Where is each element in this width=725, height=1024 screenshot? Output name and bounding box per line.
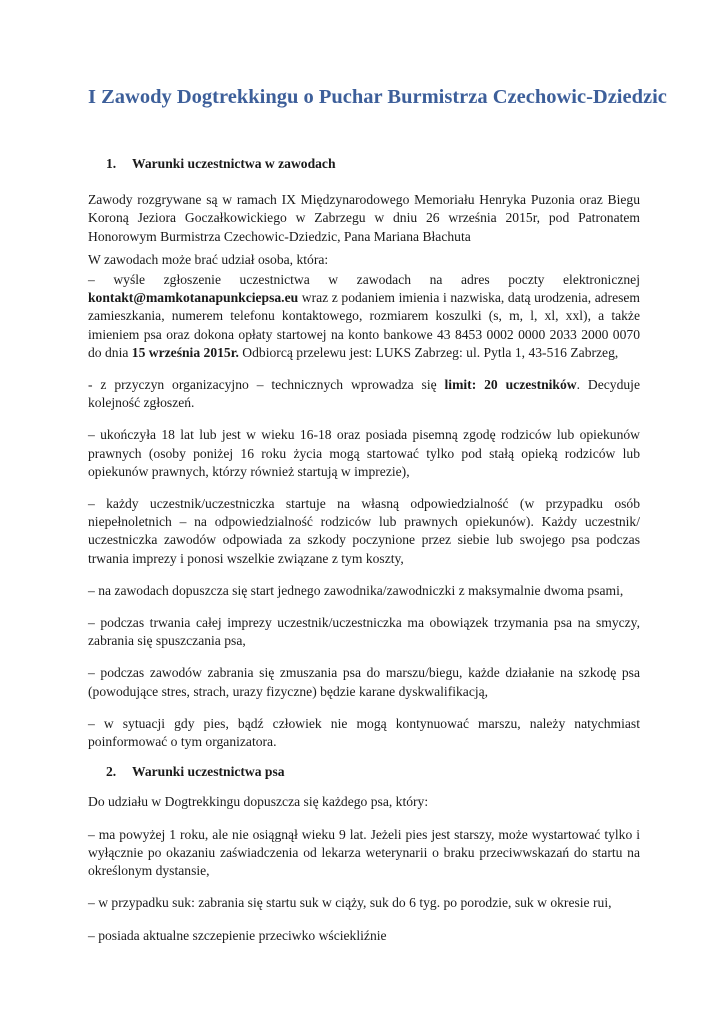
condition-registration: [88, 271, 640, 362]
condition-responsibility: – każdy uczestnik/uczestniczka startuje na własną odpowiedzialność (w przypadku osób niepełnoletnich – na odpowiedzialność rodziców lub prawnych opiekunów). Każdy uczestnik/ uczestniczka zawodów odpowiada za szkody poczynione przez siebie lub swojego psa podczas trwania imprezy i ponosi wszelkie związane z tym koszty,: [88, 496, 640, 566]
dog-condition-age: – ma powyżej 1 roku, ale nie osiągnął wieku 9 lat. Jeżeli pies jest starszy, może wystartować tylko i wyłącznie po okazaniu zaświadczenia od lekarza weterynarii o braku przeciwwskazań do startu na określonym dystansie,: [88, 826, 640, 879]
registration-deadline: 15 września 2015r.: [131, 344, 239, 360]
participant-limit: limit: 20 uczestników: [444, 377, 577, 393]
section-2-lead: Do udziału w Dogtrekkingu dopuszcza się każdego psa, który:: [88, 794, 429, 810]
section-2-heading: [88, 763, 640, 781]
limit-text-1: - z przyczyn organizacyjno – technicznych wprowadza się: [88, 377, 445, 393]
document-body: [88, 155, 640, 959]
section-1-title: Warunki uczestnictwa w zawodach: [132, 156, 336, 171]
registration-email: kontakt@mamkotanapunkciepsa.eu: [88, 290, 299, 306]
condition-dogs-per-competitor: – na zawodach dopuszcza się start jednego zawodnika/zawodniczki z maksymalnie dwoma psami,: [88, 582, 624, 598]
limit-text-2: . Decyduje kolejność zgłoszeń.: [88, 377, 640, 411]
section-1-intro: Zawody rozgrywane są w ramach IX Międzynarodowego Memoriału Henryka Puzonia oraz Biegu Koroną Jeziora Goczałkowickiego w Zabrzegu w dniu 26 września 2015r, pod Patronatem Honorowym Burmistrza Czechowic-Dziedzic, Pana Mariana Błachuta: [88, 192, 640, 244]
dog-condition-vaccination: – posiada aktualne szczepienie przeciwko wściekliźnie: [88, 927, 387, 943]
section-1-lead: W zawodach może brać udział osoba, która:: [88, 251, 329, 267]
section-2-number: 2.: [106, 764, 117, 780]
registration-text-3: Odbiorcą przelewu jest: LUKS Zabrzeg: ul. Pytla 1, 43-516 Zabrzeg,: [238, 344, 619, 360]
registration-text-2: wraz z podaniem imienia i nazwiska, datą urodzenia, adresem zamieszkania, numerem telefonu kontaktowego, rozmiarem koszulki (s, m, l, xl, xxl), a także imieniem psa oraz dokona opłaty startowej na konto bankowe 43 8453 0002 0000 2033 2000 0070 do dnia: [88, 290, 640, 360]
condition-age: – ukończyła 18 lat lub jest w wieku 16-18 oraz posiada pisemną zgodę rodziców lub opiekunów prawnych (osoby poniżej 16 roku życia mogą startować tylko pod stałą opieką rodziców lub opiekunów prawnych, którzy również startują w imprezie),: [88, 427, 640, 479]
dog-condition-females: – w przypadku suk: zabrania się startu suk w ciąży, suk do 6 tyg. po porodzie, suk w okresie rui,: [88, 895, 612, 911]
section-1-number: 1.: [106, 156, 117, 171]
condition-limit: [88, 376, 640, 412]
condition-no-forcing: – podczas zawodów zabrania się zmuszania psa do marszu/biegu, każde działanie na szkodę psa (powodujące stres, strach, urazy fizyczne) będzie karane dyskwalifikacją,: [88, 665, 640, 699]
section-1-heading: [88, 155, 640, 173]
registration-text-1: – wyśle zgłoszenie uczestnictwa w zawodach na adres poczty elektronicznej: [88, 272, 640, 288]
condition-inform-organizer: – w sytuacji gdy pies, bądź człowiek nie mogą kontynuować marszu, należy natychmiast poinformować o tym organizatora.: [88, 715, 640, 750]
section-2-title: Warunki uczestnictwa psa: [132, 764, 285, 780]
condition-leash: – podczas trwania całej imprezy uczestnik/uczestniczka ma obowiązek trzymania psa na smyczy, zabrania się spuszczania psa,: [88, 615, 640, 649]
document-title: I Zawody Dogtrekkingu o Puchar Burmistrza Czechowic-Dziedzic: [88, 86, 667, 108]
